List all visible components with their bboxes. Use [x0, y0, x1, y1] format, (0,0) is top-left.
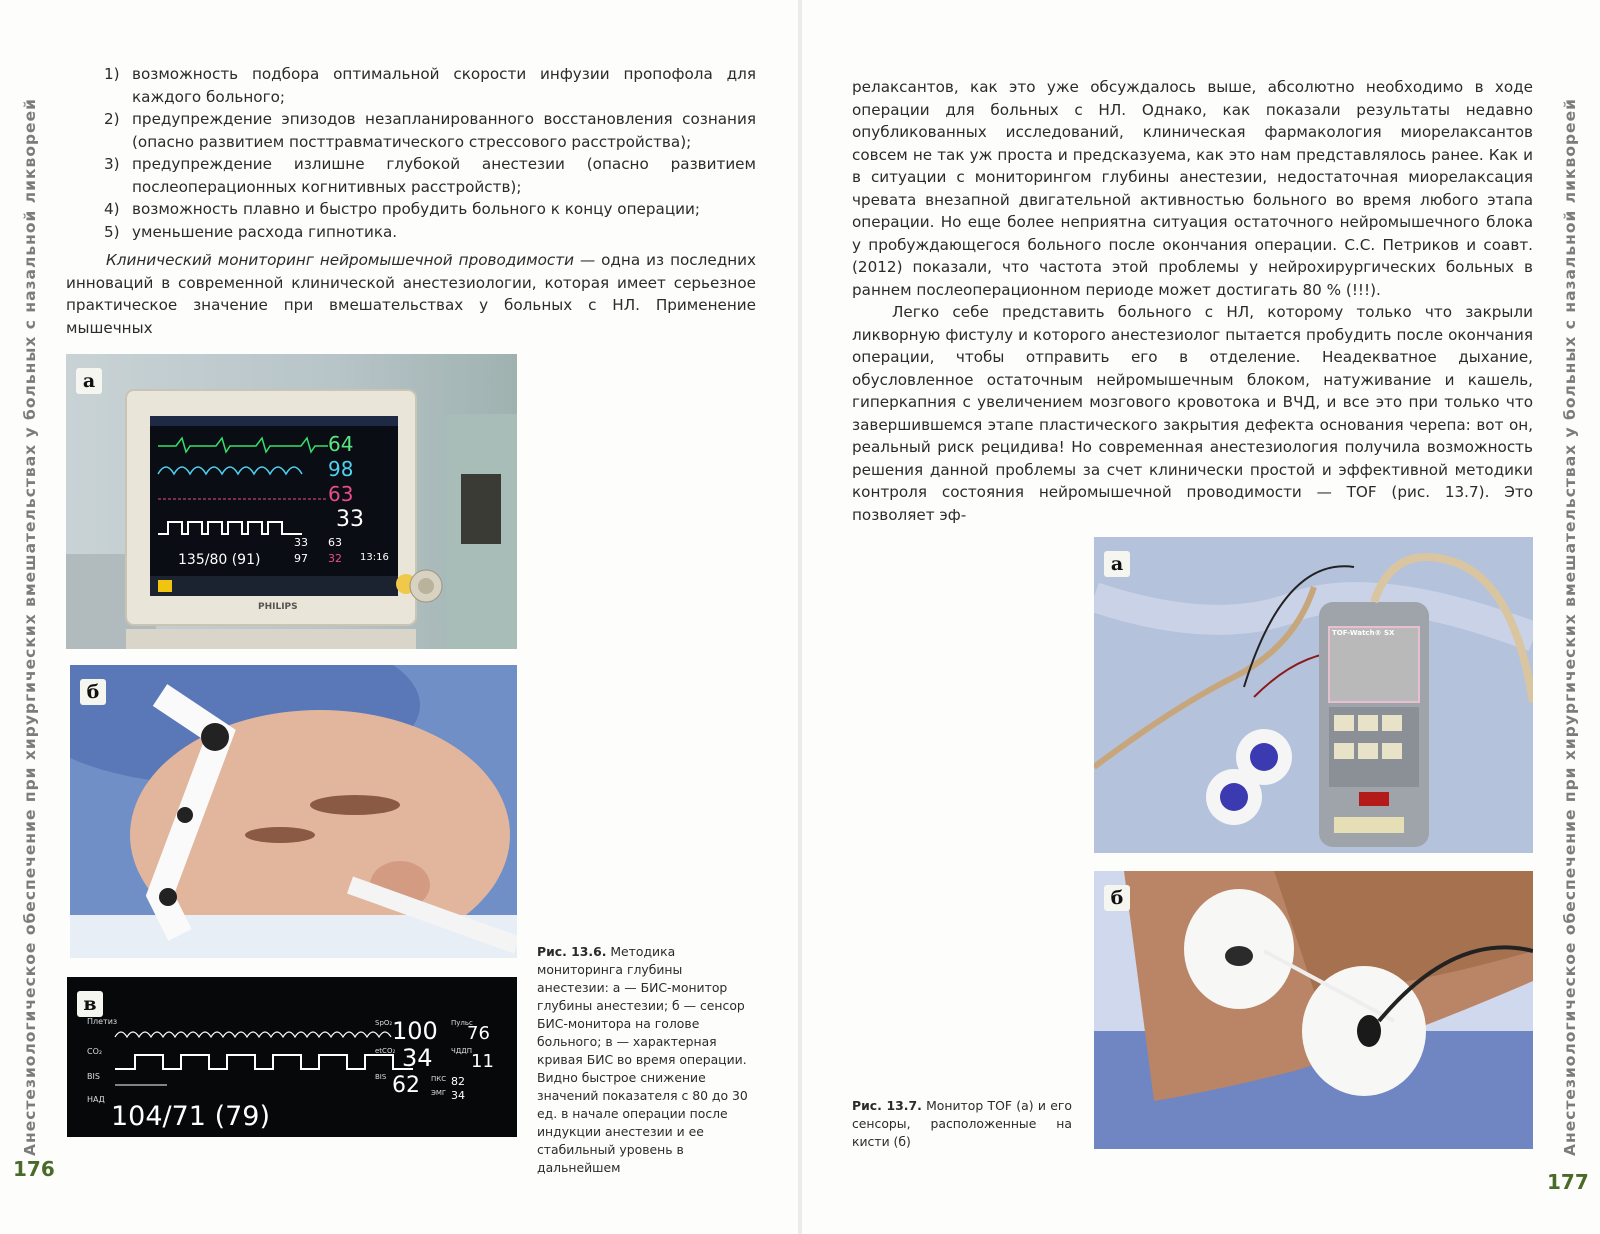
- list-text: предупреждение излишне глубокой анестезии (опасно развитием послеоперационных когнитивных расстройств);: [132, 155, 756, 196]
- monitor-brand: PHILIPS: [258, 602, 298, 612]
- list-number: 3): [104, 155, 120, 173]
- caption-text: Методика мониторинга глубины анестезии: а — БИС-монитор глубины анестезии; б — сенсор БИС-монитора на голове больного; в — характерная кривая БИС во время операции. Видно быстрое снижение значений показателя с 80 до 30 ед. в начале операции после индукции анестезии и ее стабильный уровень в дальнейшем: [537, 944, 748, 1175]
- nibp-value: 104/71 (79): [111, 1101, 270, 1132]
- tof-device-brand: TOF-Watch® SX: [1332, 629, 1395, 637]
- neuromuscular-paragraph: [66, 249, 756, 339]
- list-number: 4): [104, 200, 120, 218]
- monitor-small-4: 32: [328, 552, 342, 565]
- pulse-unit: Пульс: [451, 1019, 473, 1027]
- figure-label-b: б: [1104, 885, 1130, 911]
- co2-label: CO₂: [87, 1047, 103, 1056]
- tof-sensors-photo: [1094, 871, 1533, 1149]
- italic-term: Клинический мониторинг нейромышечной проводимости: [106, 251, 574, 269]
- nad-label: НАД: [87, 1095, 105, 1104]
- monitor-small-2: 97: [294, 552, 308, 565]
- etco2-unit: etCO₂: [375, 1047, 396, 1055]
- list-item: [104, 198, 756, 221]
- figure-label-b: б: [80, 679, 106, 705]
- paragraph-text: — одна из последних инноваций в современной клинической анестезиологии, которая имеет серьезное практическое значение при вмешательствах у больных с НЛ. Применение мышечных: [66, 251, 756, 337]
- monitor-small-1: 33: [294, 536, 308, 549]
- list-text: возможность плавно и быстро пробудить больного к концу операции;: [132, 200, 701, 218]
- paragraph-patient-case: Легко себе представить больного с НЛ, которому только что закрыли ликворную фистулу и которого анестезиолог пытается пробудить после окончания операции, чтобы отправить его в отделение. Неадекватное дыхание, обусловленное остаточным нейромышечным блоком, натуживание и кашель, гиперкапния с увеличением мозгового кровотока и ВЧД, и все это при только что завершившемся этапе пластического закрытия дефекта основания черепа: вот он, реальный риск рецидива! Но современная анестезиология получила возможность решения данной проблемы за счет клинически простой и эффективной методики контроля состояния нейромышечной проводимости — TOF (рис. 13.7). Это позволяет эф-: [852, 303, 1533, 524]
- list-number: 1): [104, 65, 120, 83]
- paragraph-relaxants: релаксантов, как это уже обсуждалось выше, абсолютно необходимо в ходе операции для больных с НЛ. Однако, как показали результаты недавно опубликованных исследований, клиническая фармакология миорелаксантов совсем не так уж проста и предсказуема, как это нам представлялось ранее. Как и в ситуации с мониторингом глубины анестезии, недостаточная миорелаксация чревата внезапной двигательной активностью больного во время любого этапа операции. Но еще более неприятна ситуация остаточного нейромышечного блока у пробуждающегося больного после окончания операции. С.С. Петриков и соавт. (2012) показали, что частота этой проблемы у нейрохирургических больных в раннем послеоперационном периоде может достигать 80 % (!!!).: [852, 78, 1533, 299]
- figure-label-v: в: [77, 991, 103, 1017]
- monitor-nibp-value: 135/80 (91): [178, 552, 261, 568]
- psk-value: 82: [451, 1075, 465, 1088]
- rr-value: 11: [471, 1051, 494, 1072]
- figure-label-a: а: [76, 368, 102, 394]
- list-number: 5): [104, 222, 120, 241]
- figure-bis-monitor: [66, 354, 517, 649]
- figure-bis-curve: [67, 977, 517, 1137]
- pulse-value: 76: [467, 1023, 490, 1044]
- list-item: [104, 221, 756, 244]
- monitor-other-value: 63: [328, 482, 354, 506]
- list-item: [104, 63, 756, 108]
- chdd-unit: ЧДДП: [451, 1047, 472, 1055]
- etco2-value: 34: [402, 1044, 433, 1072]
- monitor-small-3: 63: [328, 536, 342, 549]
- list-text: предупреждение эпизодов незапланированного восстановления сознания (опасно развитием посттравматического стрессового расстройства);: [132, 110, 756, 151]
- monitor-hr-value: 64: [328, 432, 354, 456]
- list-item: [104, 108, 756, 153]
- figure-tof-monitor: [1094, 537, 1533, 853]
- pleth-label: Плетиз: [87, 1017, 118, 1026]
- bis-unit: BIS: [375, 1073, 387, 1081]
- advantages-list: [104, 63, 756, 243]
- list-text: возможность подбора оптимальной скорости инфузии пропофола для каждого больного;: [132, 65, 756, 106]
- caption-number: Рис. 13.6.: [537, 944, 607, 959]
- tof-monitor-photo: [1094, 537, 1533, 853]
- figure-bis-sensor: [70, 665, 517, 958]
- bis-value: 62: [392, 1073, 420, 1098]
- emg-value: 34: [451, 1089, 465, 1102]
- right-page-number: 177: [1547, 1170, 1589, 1194]
- spo2-value: 100: [392, 1017, 438, 1045]
- figure-13-7-caption: [852, 1097, 1072, 1151]
- psk-unit: ПКС: [431, 1075, 447, 1083]
- list-item: [104, 153, 756, 198]
- bis-label: BIS: [87, 1072, 100, 1081]
- list-text: уменьшение расхода гипнотика.: [132, 222, 398, 241]
- monitor-time: 13:16: [360, 552, 389, 563]
- monitor-bis-value: 33: [336, 507, 364, 532]
- right-text-column: [852, 76, 1533, 526]
- right-running-title: Анестезиологическое обеспечение при хирургических вмешательствах у больных с назальной ликвореей: [1561, 98, 1579, 1156]
- figure-tof-sensors: [1094, 871, 1533, 1149]
- list-number: 2): [104, 110, 120, 128]
- patient-head-photo: [70, 665, 517, 958]
- spo2-unit: SpO₂: [375, 1019, 393, 1027]
- figure-13-6-caption: [537, 943, 752, 1177]
- monitor-spo2-value: 98: [328, 457, 354, 481]
- figure-label-a: а: [1104, 551, 1130, 577]
- left-page-number: 176: [13, 1157, 55, 1181]
- caption-number: Рис. 13.7.: [852, 1098, 922, 1113]
- emg-unit: ЭМГ: [431, 1089, 447, 1097]
- caption-text: Монитор TOF (а) и его сенсоры, расположенные на кисти (б): [852, 1098, 1072, 1149]
- left-running-title: Анестезиологическое обеспечение при хирургических вмешательствах у больных с назальной ликвореей: [21, 98, 39, 1156]
